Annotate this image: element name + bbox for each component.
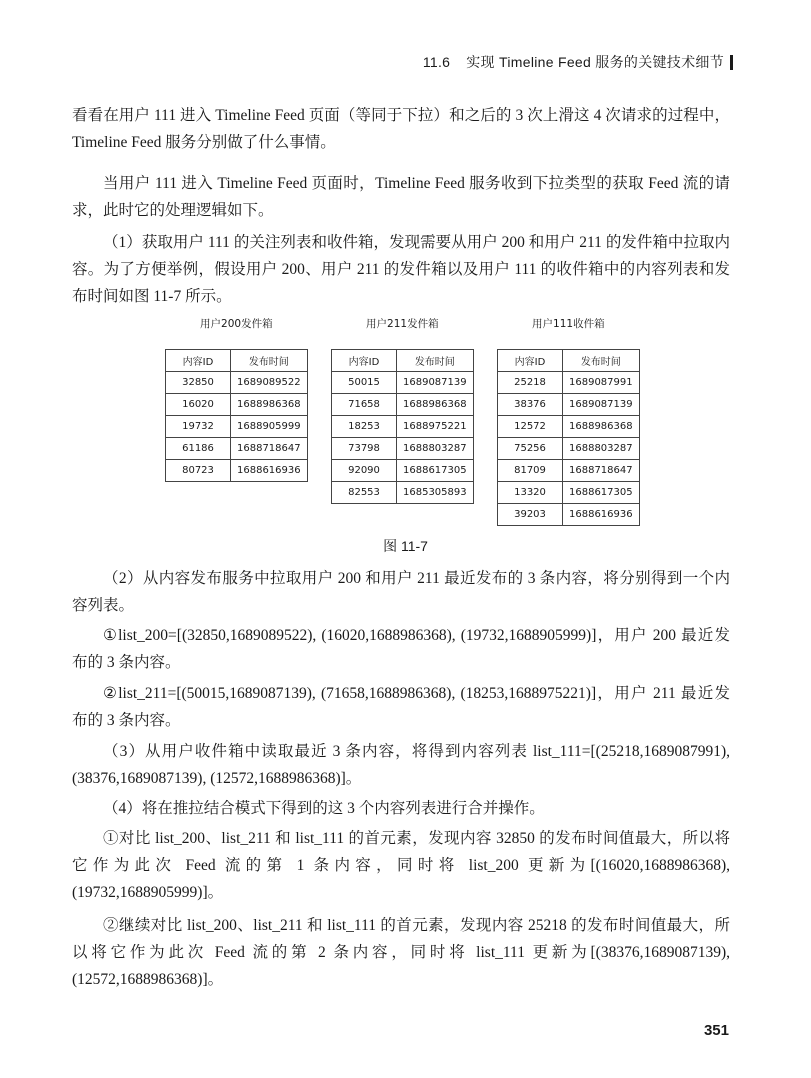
cell-id: 75256 [498, 438, 563, 460]
cell-time: 1688986368 [397, 394, 474, 416]
cell-id: 19732 [166, 416, 231, 438]
cell-time: 1689087139 [397, 372, 474, 394]
table-title: 用户211发件箱 [366, 318, 439, 330]
cell-id: 61186 [166, 438, 231, 460]
running-header [423, 52, 733, 72]
cell-id: 13320 [498, 482, 563, 504]
paragraph-step-3: （3）从用户收件箱中读取最近 3 条内容，将得到内容列表 list_111=[(25218,1689087991), (38376,1689087139), (12572,1688986368)]。 [72, 743, 730, 787]
cell-time: 1688616936 [231, 460, 308, 482]
header-cell: 发布时间 [231, 350, 308, 372]
table-title: 用户111收件箱 [532, 318, 605, 330]
cell-time: 1688616936 [563, 504, 640, 526]
cell-id: 32850 [166, 372, 231, 394]
outbox-table-user200 [165, 349, 308, 482]
header-cell: 发布时间 [397, 350, 474, 372]
table-row [166, 372, 308, 394]
cell-id: 39203 [498, 504, 563, 526]
table-block-user200 [165, 316, 308, 482]
cell-time: 1688617305 [397, 460, 474, 482]
table-row [498, 372, 640, 394]
outbox-table-user211 [331, 349, 474, 504]
section-number: 11.6 [422, 54, 451, 70]
table-row [498, 416, 640, 438]
cell-time: 1688986368 [231, 394, 308, 416]
cell-time: 1689089522 [231, 372, 308, 394]
paragraph-list-200: ①list_200=[(32850,1689089522), (16020,1688986368), (19732,1688905999)]，用户 200 最近发布的 3 条内容。 [72, 627, 730, 671]
table-row [498, 460, 640, 482]
cell-time: 1689087139 [563, 394, 640, 416]
cell-time: 1688986368 [563, 416, 640, 438]
paragraph-pulldown: 当用户 111 进入 Timeline Feed 页面时，Timeline Feed 服务收到下拉类型的获取 Feed 流的请求，此时它的处理逻辑如下。 [72, 175, 730, 219]
cell-time: 1689087991 [563, 372, 640, 394]
header-cell: 内容ID [332, 350, 397, 372]
paragraph-merge-1: ①对比 list_200、list_211 和 list_111 的首元素，发现内容 32850 的发布时间值最大，所以将它作为此次 Feed 流的第 1 条内容，同时将 list_200 更新为[(16020,1688986368), (19732,1688905999)]。 [72, 830, 730, 901]
table-row [332, 394, 474, 416]
table-row [332, 416, 474, 438]
header-cell: 内容ID [166, 350, 231, 372]
table-block-user211 [331, 316, 474, 504]
table-row [332, 438, 474, 460]
cell-time: 1688803287 [563, 438, 640, 460]
table-row [332, 482, 474, 504]
table-row [332, 372, 474, 394]
header-bar [730, 55, 733, 70]
cell-id: 80723 [166, 460, 231, 482]
cell-id: 18253 [332, 416, 397, 438]
table-row [166, 416, 308, 438]
cell-time: 1688718647 [563, 460, 640, 482]
cell-time: 1688975221 [397, 416, 474, 438]
cell-id: 25218 [498, 372, 563, 394]
cell-time: 1688905999 [231, 416, 308, 438]
header-cell: 内容ID [498, 350, 563, 372]
header-cell: 发布时间 [563, 350, 640, 372]
cell-id: 50015 [332, 372, 397, 394]
paragraph-step-2: （2）从内容发布服务中拉取用户 200 和用户 211 最近发布的 3 条内容，将分别得到一个内容列表。 [72, 570, 730, 614]
cell-time: 1688617305 [563, 482, 640, 504]
table-row [498, 504, 640, 526]
page-number: 351 [703, 1022, 729, 1039]
table-row [166, 438, 308, 460]
paragraph-list-211: ②list_211=[(50015,1689087139), (71658,1688986368), (18253,1688975221)]，用户 211 最近发布的 3 条内容。 [72, 685, 730, 729]
section-title: 实现 Timeline Feed 服务的关键技术细节 [466, 54, 724, 70]
cell-id: 38376 [498, 394, 563, 416]
table-row [166, 460, 308, 482]
cell-time: 1685305893 [397, 482, 474, 504]
table-row [498, 394, 640, 416]
paragraph-step-1: （1）获取用户 111 的关注列表和收件箱，发现需要从用户 200 和用户 211 的发件箱中拉取内容。为了方便举例，假设用户 200、用户 211 的发件箱以及用户 111 的收件箱中的内容列表和发布时间如图 11-7 所示。 [72, 234, 730, 305]
inbox-table-user111 [497, 349, 640, 526]
figure-caption: 图 11-7 [383, 538, 428, 554]
cell-id: 81709 [498, 460, 563, 482]
table-row [166, 394, 308, 416]
cell-id: 16020 [166, 394, 231, 416]
cell-id: 92090 [332, 460, 397, 482]
figure-tables [160, 316, 650, 532]
cell-time: 1688803287 [397, 438, 474, 460]
paragraph-intro: 看看在用户 111 进入 Timeline Feed 页面（等同于下拉）和之后的 3 次上滑这 4 次请求的过程中，Timeline Feed 服务分别做了什么事情。 [72, 107, 730, 151]
cell-time: 1688718647 [231, 438, 308, 460]
table-row [498, 482, 640, 504]
table-row [332, 460, 474, 482]
cell-id: 73798 [332, 438, 397, 460]
cell-id: 12572 [498, 416, 563, 438]
paragraph-merge-2: ②继续对比 list_200、list_211 和 list_111 的首元素，发现内容 25218 的发布时间值最大，所以将它作为此次 Feed 流的第 2 条内容，同时将 list_111 更新为[(38376,1689087139), (12572,1688986368)]。 [72, 917, 730, 988]
cell-id: 71658 [332, 394, 397, 416]
paragraph-step-4: （4）将在推拉结合模式下得到的这 3 个内容列表进行合并操作。 [103, 800, 545, 817]
cell-id: 82553 [332, 482, 397, 504]
table-title: 用户200发件箱 [200, 318, 273, 330]
table-block-user111 [497, 316, 640, 526]
table-row [498, 438, 640, 460]
